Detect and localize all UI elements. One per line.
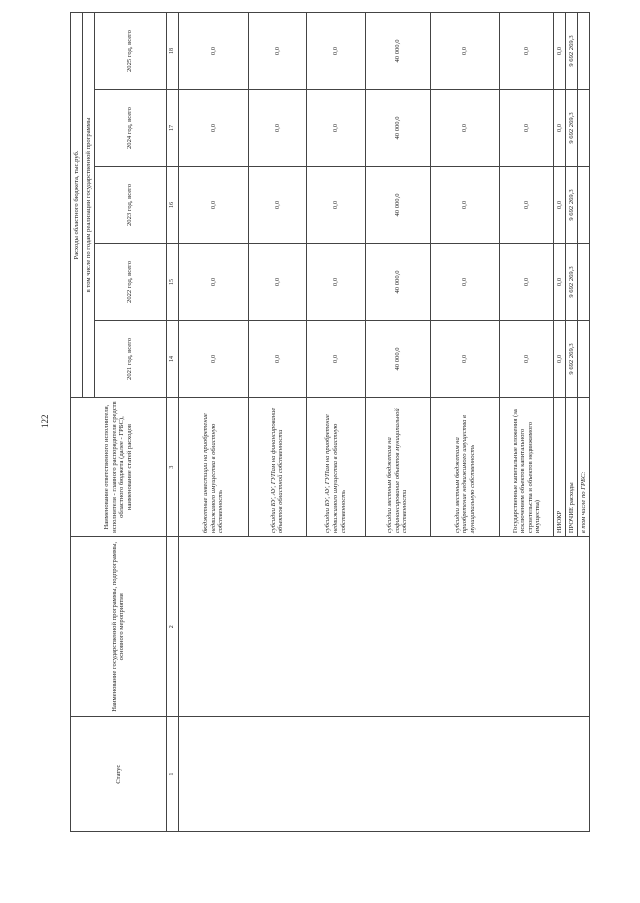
value-cell: 0,0 — [430, 13, 500, 90]
value-cell: 0,0 — [248, 90, 306, 167]
header-by-years: в том числе по годам реализации государственной программы — [82, 13, 94, 398]
value-cell: 0,0 — [554, 320, 566, 397]
value-cell: 0,0 — [248, 320, 306, 397]
value-cell: 0,0 — [307, 167, 365, 244]
value-cell: 9 692 269,3 — [566, 243, 578, 320]
row-label: Государственные капитальные вложения (за исключением объектов капитального строительства и объектов недвижимого имущества) — [500, 397, 554, 536]
row-label: субсидии БУ, АУ, ГУПам на финансирование объектов областной собственности — [248, 397, 306, 536]
row-label: субсидии БУ, АУ, ГУПам на приобретение недвижимого имущества в областную собственность — [307, 397, 365, 536]
value-cell: 40 000,0 — [365, 90, 430, 167]
value-cell: 0,0 — [430, 320, 500, 397]
page-number: 122 — [40, 414, 50, 428]
value-cell: 0,0 — [179, 13, 249, 90]
header-status: Статус — [71, 717, 167, 832]
value-cell — [578, 13, 590, 90]
header-executor: Наименование ответственного исполнителя, исполнителя - главного распорядителя средств областного бюджета (далее - ГРБС), наименование статей расходов — [71, 397, 167, 536]
value-cell — [578, 320, 590, 397]
col-number: 15 — [166, 243, 178, 320]
col-number: 2 — [166, 537, 178, 717]
row-label: ПРОЧИЕ расходы — [566, 397, 578, 536]
value-cell — [578, 167, 590, 244]
header-year: 2022 год, всего — [94, 243, 166, 320]
col-number: 16 — [166, 167, 178, 244]
col-number: 18 — [166, 13, 178, 90]
value-cell: 0,0 — [307, 90, 365, 167]
table-body — [179, 13, 590, 832]
header-year: 2021 год, всего — [94, 320, 166, 397]
value-cell: 0,0 — [500, 320, 554, 397]
row-label: субсидии местным бюджетам на приобретение недвижимого имущества в муниципальную собственность — [430, 397, 500, 536]
value-cell: 0,0 — [307, 13, 365, 90]
value-cell: 0,0 — [179, 167, 249, 244]
value-cell: 0,0 — [500, 243, 554, 320]
program-cell — [179, 537, 590, 717]
value-cell: 0,0 — [430, 243, 500, 320]
value-cell: 0,0 — [248, 243, 306, 320]
status-cell — [179, 717, 590, 832]
header-year: 2025 год, всего — [94, 13, 166, 90]
value-cell: 0,0 — [307, 243, 365, 320]
col-number: 14 — [166, 320, 178, 397]
table-row — [179, 13, 249, 832]
value-cell: 9 692 269,3 — [566, 320, 578, 397]
value-cell: 0,0 — [179, 243, 249, 320]
budget-table — [70, 12, 590, 832]
value-cell: 0,0 — [554, 13, 566, 90]
value-cell: 0,0 — [554, 167, 566, 244]
value-cell: 0,0 — [500, 90, 554, 167]
value-cell: 40 000,0 — [365, 13, 430, 90]
rotated-table-wrapper — [70, 12, 590, 832]
col-number: 3 — [166, 397, 178, 536]
value-cell: 9 692 269,3 — [566, 13, 578, 90]
value-cell: 0,0 — [307, 320, 365, 397]
header-year: 2023 год, всего — [94, 167, 166, 244]
header-year: 2024 год, всего — [94, 90, 166, 167]
row-label: в том числе по ГРБС: — [578, 397, 590, 536]
row-label: субсидии местным бюджетам на софинансирование объектов муниципальной собственности — [365, 397, 430, 536]
value-cell: 0,0 — [248, 167, 306, 244]
value-cell: 0,0 — [430, 167, 500, 244]
row-label: бюджетные инвестиции на приобретение недвижимого имущества в областную собственность — [179, 397, 249, 536]
value-cell: 40 000,0 — [365, 167, 430, 244]
value-cell: 9 692 269,3 — [566, 90, 578, 167]
value-cell: 0,0 — [179, 320, 249, 397]
row-label: НИОКР — [554, 397, 566, 536]
col-number: 1 — [166, 717, 178, 832]
col-number: 17 — [166, 90, 178, 167]
value-cell: 0,0 — [500, 167, 554, 244]
value-cell — [578, 90, 590, 167]
value-cell — [578, 243, 590, 320]
value-cell: 0,0 — [554, 90, 566, 167]
value-cell: 0,0 — [430, 90, 500, 167]
value-cell: 9 692 269,3 — [566, 167, 578, 244]
value-cell: 40 000,0 — [365, 243, 430, 320]
value-cell: 0,0 — [248, 13, 306, 90]
header-program-name: Наименование государственной программы, подпрограммы, основного мероприятия — [71, 537, 167, 717]
value-cell: 40 000,0 — [365, 320, 430, 397]
value-cell: 0,0 — [500, 13, 554, 90]
header-budget-group: Расходы областного бюджета, тыс.руб. — [71, 13, 83, 398]
value-cell: 0,0 — [554, 243, 566, 320]
value-cell: 0,0 — [179, 90, 249, 167]
